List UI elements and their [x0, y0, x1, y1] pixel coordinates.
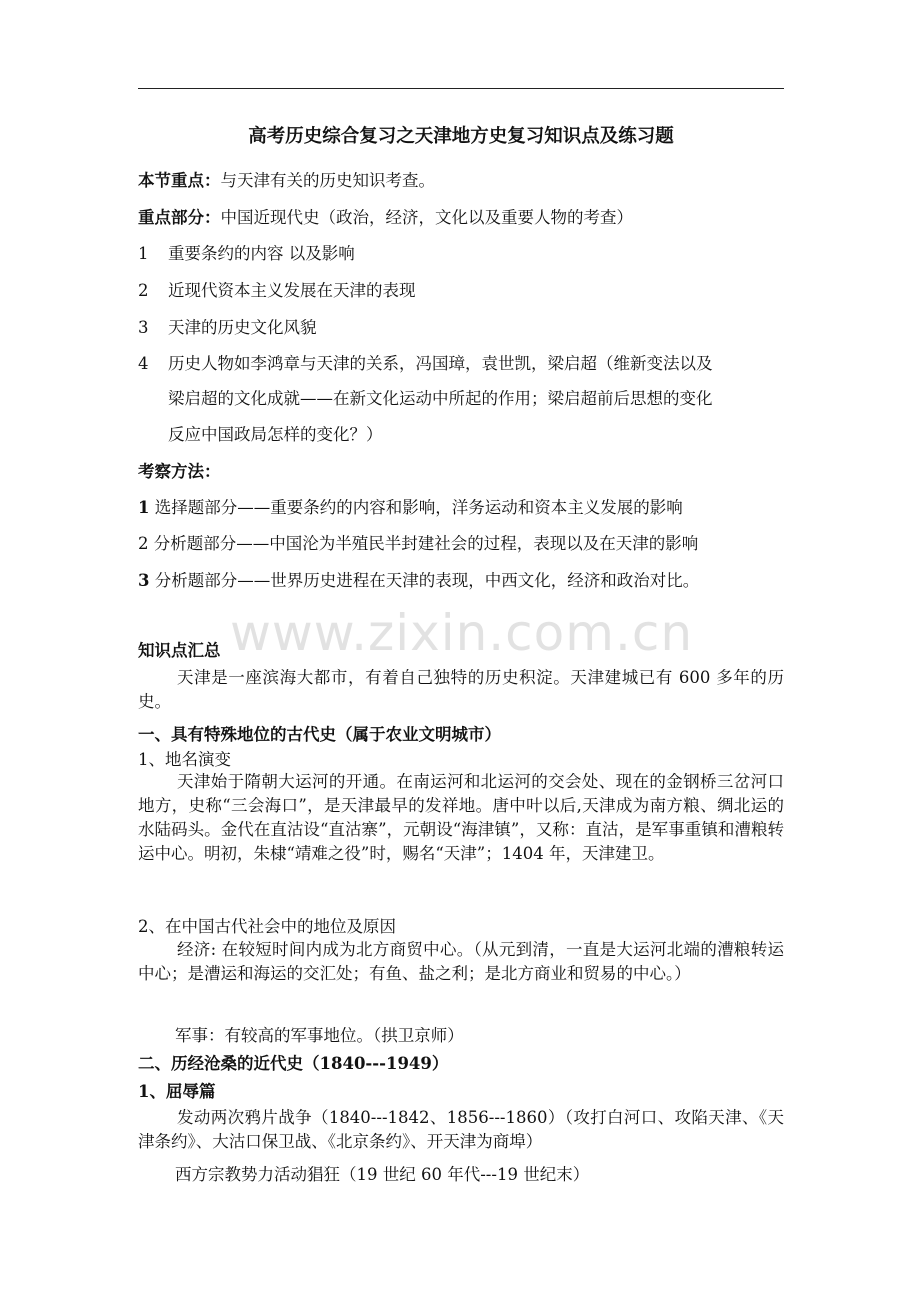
key-parts-label: 重点部分： — [138, 208, 221, 227]
method-item-text: 分析题部分——世界历史进程在天津的表现，中西文化，经济和政治对比。 — [154, 571, 700, 590]
key-item — [138, 277, 416, 301]
section-1-sub-2: 2、在中国古代社会中的地位及原因 — [138, 917, 396, 936]
key-item-continuation: 反应中国政局怎样的变化？） — [168, 425, 383, 444]
key-item-num: 4 — [138, 354, 149, 373]
key-item-text: 重要条约的内容 以及影响 — [168, 244, 355, 263]
summary-intro: 天津是一座滨海大都市，有着自己独特的历史积淀。天津建城已有 600 多年的历史。 — [138, 668, 784, 711]
key-item-text: 近现代资本主义发展在天津的表现 — [168, 281, 416, 300]
focus-line — [138, 167, 435, 191]
key-item-continuation: 梁启超的文化成就——在新文化运动中所起的作用；梁启超前后思想的变化 — [168, 389, 713, 408]
section-1-paragraph: 军事：有较高的军事地位。（拱卫京师） — [175, 1026, 464, 1045]
section-1-paragraph: 天津始于隋朝大运河的开通。在南运河和北运河的交会处、现在的金钢桥三岔河口地方，史称“三会海口”，是天津最早的发祥地。唐中叶以后,天津成为南方粮、绸北运的水陆码头。金代在直沽设“直沽寨”，元朝设“海津镇”，又称：直沽，是军事重镇和漕粮转运中心。明初，朱棣“靖难之役”时，赐名“天津”；1404 年，天津建卫。 — [138, 772, 784, 863]
method-item-num: 2 — [138, 534, 149, 553]
key-item — [138, 350, 713, 374]
method-item-text: 分析题部分——中国沦为半殖民半封建社会的过程，表现以及在天津的影响 — [153, 534, 699, 553]
section-1-heading: 一、具有特殊地位的古代史（属于农业文明城市） — [138, 725, 501, 744]
method-item-num: 1 — [138, 498, 150, 517]
method-item — [138, 530, 698, 554]
document-title: 高考历史综合复习之天津地方史复习知识点及练习题 — [248, 126, 674, 147]
focus-label: 本节重点： — [138, 171, 221, 190]
key-item-text: 历史人物如李鸿章与天津的关系，冯国璋，袁世凯，梁启超（维新变法以及 — [168, 354, 713, 373]
method-item-text: 选择题部分——重要条约的内容和影响，洋务运动和资本主义发展的影响 — [154, 498, 683, 517]
section-2-sub-1: 1、屈辱篇 — [138, 1082, 216, 1101]
key-item — [138, 314, 317, 338]
section-1-paragraph: 经济: 在较短时间内成为北方商贸中心。（从元到清，一直是大运河北端的漕粮转运中心；是漕运和海运的交汇处；有鱼、盐之利；是北方商业和贸易的中心。） — [138, 940, 784, 983]
key-item-num: 2 — [138, 281, 149, 300]
watermark: www.zixin.com.cn — [230, 604, 694, 662]
section-2-heading: 二、历经沧桑的近代史（1840---1949） — [138, 1054, 449, 1073]
key-parts-line — [138, 204, 633, 228]
key-item — [138, 240, 355, 264]
key-item-text: 天津的历史文化风貌 — [168, 318, 317, 337]
section-1-sub-1: 1、地名演变 — [138, 750, 231, 769]
section-2-paragraph: 西方宗教势力活动猖狂（19 世纪 60 年代---19 世纪末） — [175, 1165, 590, 1184]
key-parts-text: 中国近现代史（政治，经济，文化以及重要人物的考查） — [220, 208, 633, 227]
summary-heading: 知识点汇总 — [138, 641, 221, 660]
method-item-num: 3 — [138, 571, 150, 590]
method-item — [138, 494, 683, 518]
key-item-num: 1 — [138, 244, 149, 263]
header-rule — [138, 88, 784, 89]
key-item-num: 3 — [138, 318, 149, 337]
section-2-paragraph: 发动两次鸦片战争（1840---1842、1856---1860）（攻打白河口、攻陷天津、《天津条约》、大沽口保卫战、《北京条约》、开天津为商埠） — [138, 1108, 784, 1151]
method-item — [138, 567, 699, 591]
focus-text: 与天津有关的历史知识考查。 — [220, 171, 435, 190]
methods-label: 考察方法： — [138, 462, 221, 481]
